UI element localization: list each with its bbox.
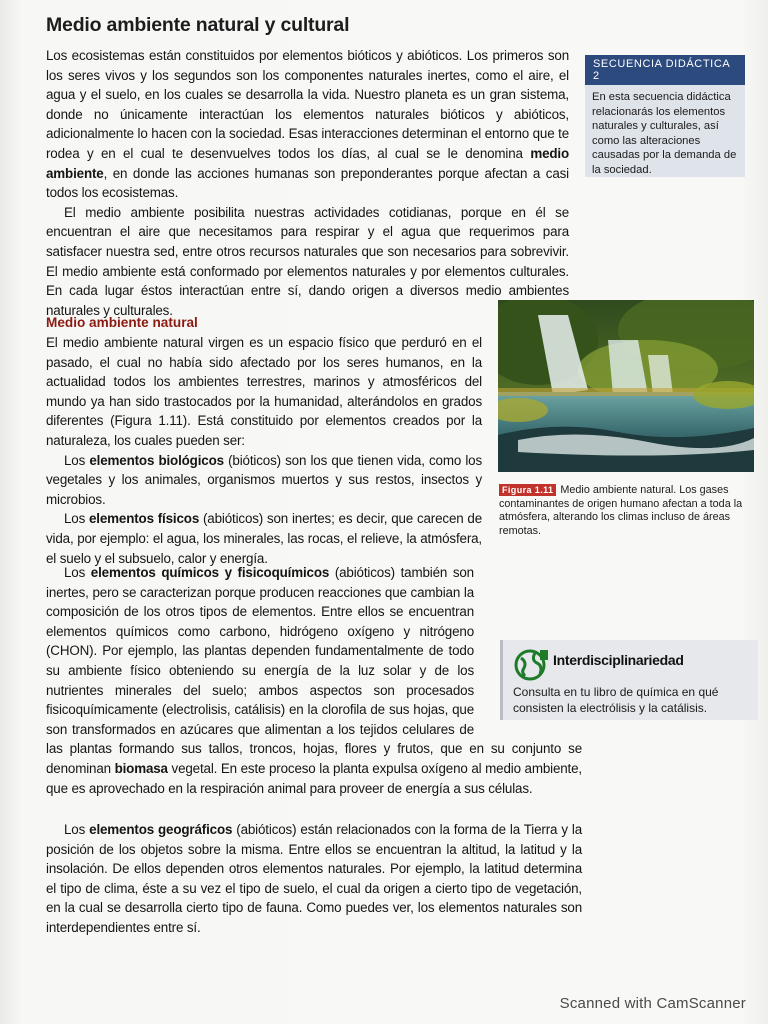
page-title: Medio ambiente natural y cultural <box>46 14 350 36</box>
figure-caption <box>499 484 754 538</box>
interdisciplinary-body: Consulta en tu libro de química en qué consisten la electrólisis y la catálisis. <box>513 685 719 715</box>
term-geographic: elementos geográficos <box>89 822 233 837</box>
geographic-elements-paragraph: Los elementos geográficos (abióticos) están relacionados con la forma de la Tierra y la posición de los objetos sobre la misma. Entre ellos se encuentran la altitud, la latitud y la insolación. De ellos dependen otros elementos naturales. Por ejemplo, la latitud determina el tipo de clima, éste a su vez el tipo de suelo, el cual da origen a cierto tipo de vegetación, en la cual se desarrolla cierto tipo de fauna. Como puedes ver, los elementos naturales son interdependientes entre sí. <box>46 822 582 935</box>
interdisciplinary-title: Interdisciplinariedad <box>553 652 684 668</box>
globe-icon <box>513 648 549 682</box>
term-medio-ambiente: medio ambiente <box>46 145 569 181</box>
section-text-upper <box>46 333 482 568</box>
chemical-elements-paragraph: Los elementos químicos y fisicoquímicos (abióticos) también son inertes, pero se caracterizan porque producen reacciones que cambian la composición de los otros tipos de elementos. Entre ellos se encuentran elementos químicos como carbono, hidrógeno oxígeno y nitrógeno (CHON). Por ejemplo, las plantas dependen fundamentalmente de todo su ambiente físico obteniendo su energía de la luz solar y de los nutrientes minerales del suelo; ambos aspectos son procesados fisicoquímicamente (electrolisis, catálisis) en la clorofila de sus hojas, que son transformados en azúcares que alimentan a los tejidos celulares de las plantas formando sus tallos, troncos, hojas, flores y frutos, que en su conjunto se denominan biomasa vegetal. En este proceso la planta expulsa oxígeno al medio ambiente, que es aprovechado en la respiración animal para proveer de energía a sus células. <box>46 565 582 796</box>
term-physical: elementos físicos <box>89 511 200 527</box>
waterfall-photo <box>498 300 754 472</box>
term-biological: elementos biológicos <box>89 452 224 468</box>
sequence-box <box>585 55 745 177</box>
physical-elements-paragraph: Los elementos físicos (abióticos) son inertes; es decir, que carecen de vida, por ejemplo: el agua, los minerales, las rocas, el relieve, la atmósfera, el suelo y el subsuelo, calor y energía. <box>46 511 482 566</box>
intro-paragraph-1: Los ecosistemas están constituidos por elementos bióticos y abióticos. Los primeros son los seres vivos y los segundos son los componentes naturales inertes, como el aire, el agua y el suelo, en los cuales se desarrolla la vida. Nuestro planeta es un gran sistema, donde no únicamente interactúan los elementos naturales bióticos y abióticos, adicionalmente lo hacen con la sociedad. Esas interacciones determinan el entorno que te rodea y en el cual te desenvuelves todos los días, al cual se le denomina medio ambiente, en donde las acciones humanas son preponderantes porque afectan a casi todos los ecosistemas. <box>46 48 569 201</box>
intro-paragraph-2: El medio ambiente posibilita nuestras actividades cotidianas, porque en él se encuentran el aire que necesitamos para respirar y el agua que requerimos para satisfacer nuestra sed, entre otros recursos naturales que son necesarios para sobrevivir. El medio ambiente está conformado por elementos naturales y por elementos culturales. En cada lugar éstos interactúan entre sí, dando origen a diversos medio ambientes naturales y culturales. <box>46 204 569 318</box>
figure-tag: Figura 1.11 <box>499 484 556 496</box>
interdisciplinary-box <box>500 640 758 720</box>
intro-text <box>46 46 569 320</box>
figure-caption-text: Medio ambiente natural. Los gases contaminantes de origen humano afectan a toda la atmósfera, alterando los climas incluso de áreas remotas. <box>499 484 743 537</box>
sequence-box-header: SECUENCIA DIDÁCTICA 2 <box>585 55 745 85</box>
term-chemical: elementos químicos y fisicoquímicos <box>90 565 330 580</box>
sequence-box-body: En esta secuencia didáctica relacionarás los elementos naturales y culturales, así como las alteraciones causadas por la demanda de la sociedad. <box>592 91 737 176</box>
section-heading: Medio ambiente natural <box>46 315 198 330</box>
waterfall-image <box>498 300 754 472</box>
geographic-elements-text <box>46 820 582 938</box>
term-biomasa: biomasa <box>114 760 168 776</box>
biological-elements-paragraph: Los elementos biológicos (bióticos) son los que tienen vida, como los vegetales y los animales, organismos muertos y sus restos, insectos y microbios. <box>46 452 482 507</box>
scanner-watermark: Scanned with CamScanner <box>559 995 746 1012</box>
section-paragraph-1: El medio ambiente natural virgen es un espacio físico que perduró en el pasado, el cual no había sido afectado por los seres humanos, en la actualidad todos los ambientes terrestres, marinos y atmosféricos del mundo ya han sido trastocados por la humanidad, alterándolos en grados diferentes (Figura 1.11). Está constituido por elementos creados por la naturaleza, los cuales pueden ser: <box>46 335 482 448</box>
